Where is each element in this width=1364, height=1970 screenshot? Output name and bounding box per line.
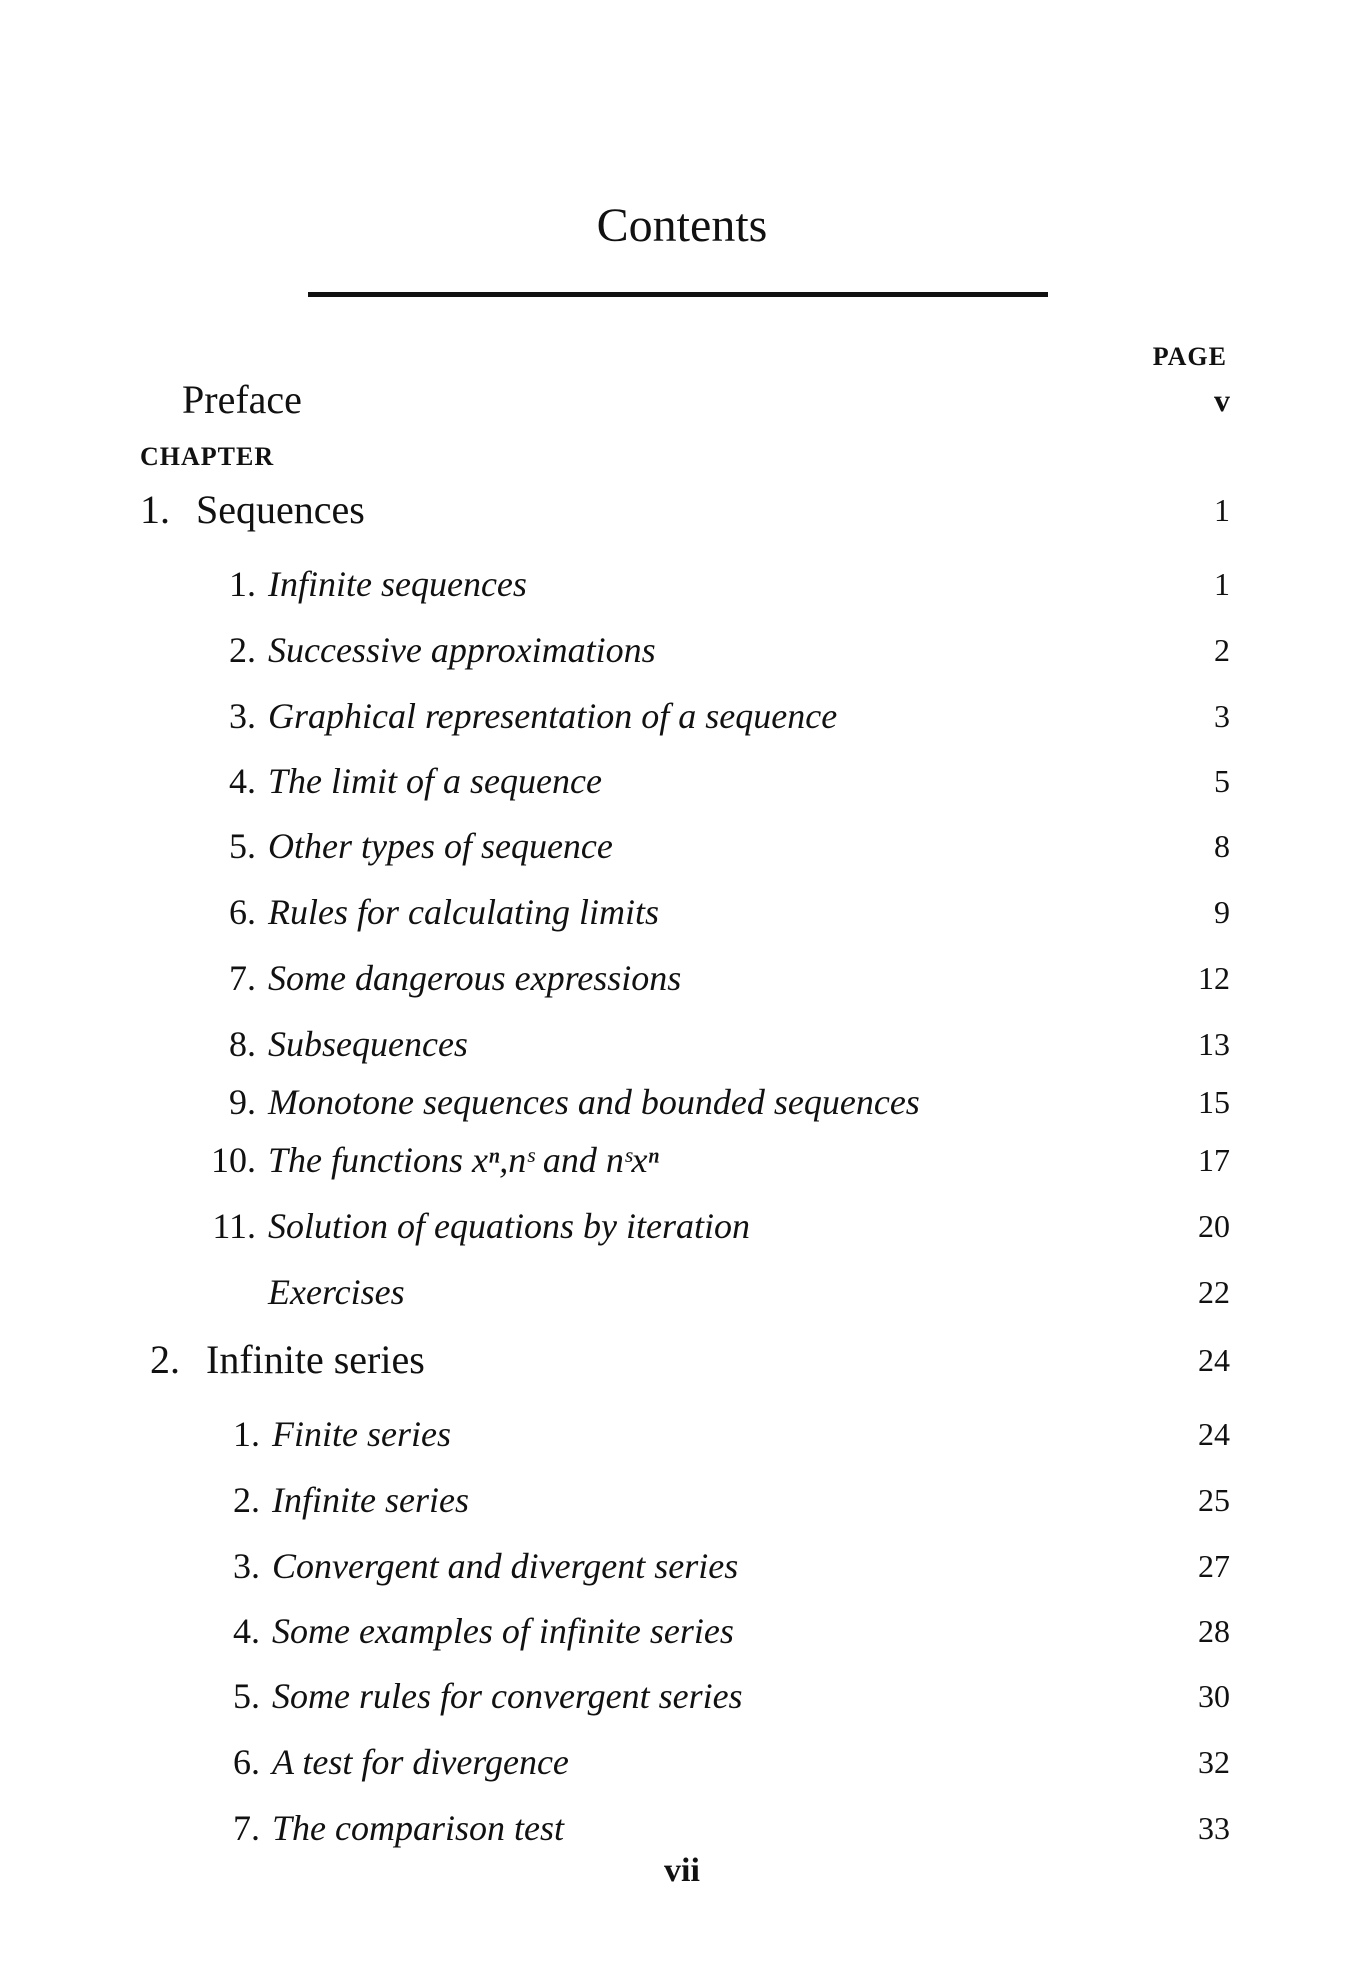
- section-title: Successive approximations: [268, 630, 656, 670]
- entry-page: 1: [1214, 492, 1230, 528]
- section-number: 3.: [229, 696, 256, 736]
- toc-section[interactable]: [0, 1474, 1364, 1534]
- section-number: 11.: [212, 1206, 256, 1246]
- section-title: Infinite sequences: [268, 564, 527, 604]
- section-title: Solution of equations by iteration: [268, 1206, 750, 1246]
- chapter-title: Infinite series: [206, 1337, 425, 1382]
- section-number: 2.: [229, 630, 256, 670]
- toc-chapter-2[interactable]: [0, 1332, 1364, 1392]
- entry-page: 25: [1198, 1482, 1230, 1518]
- toc-section[interactable]: [0, 1408, 1364, 1468]
- section-title: A test for divergence: [272, 1742, 569, 1782]
- section-title: Convergent and divergent series: [272, 1546, 739, 1586]
- chapter-number: 1.: [140, 487, 170, 532]
- entry-page: 1: [1214, 566, 1230, 602]
- section-number: 7.: [233, 1808, 260, 1848]
- title-rule: [308, 292, 1048, 297]
- section-title: The functions xⁿ,nˢ and nˢxⁿ: [268, 1140, 659, 1180]
- section-number: 1.: [229, 564, 256, 604]
- toc-entry-preface[interactable]: [0, 372, 1364, 432]
- entry-page: 33: [1198, 1810, 1230, 1846]
- section-number: 1.: [233, 1414, 260, 1454]
- section-title: Infinite series: [272, 1480, 469, 1520]
- section-title: Some rules for convergent series: [272, 1676, 743, 1716]
- entry-page: 17: [1198, 1142, 1230, 1178]
- entry-page: v: [1214, 382, 1230, 418]
- toc-chapter-1[interactable]: [0, 482, 1364, 542]
- entry-page: 9: [1214, 894, 1230, 930]
- toc-section-exercises[interactable]: [0, 1266, 1364, 1326]
- toc-section[interactable]: [0, 1018, 1364, 1078]
- entry-page: 22: [1198, 1274, 1230, 1310]
- section-title: Some dangerous expressions: [268, 958, 682, 998]
- toc-section[interactable]: [0, 1605, 1364, 1665]
- entry-page: 20: [1198, 1208, 1230, 1244]
- section-title: Some examples of infinite series: [272, 1611, 734, 1651]
- section-number: 4.: [233, 1611, 260, 1651]
- section-title: Other types of sequence: [268, 826, 613, 866]
- section-title: Rules for calculating limits: [268, 892, 659, 932]
- section-number: 8.: [229, 1024, 256, 1064]
- toc-section[interactable]: [0, 952, 1364, 1012]
- section-number: 7.: [229, 958, 256, 998]
- chapter-column-label: CHAPTER: [140, 442, 275, 471]
- entry-page: 32: [1198, 1744, 1230, 1780]
- section-number: 6.: [229, 892, 256, 932]
- toc-section[interactable]: [0, 820, 1364, 880]
- toc-section[interactable]: [0, 1540, 1364, 1600]
- section-number: 3.: [233, 1546, 260, 1586]
- entry-page: 3: [1214, 698, 1230, 734]
- toc-section[interactable]: [0, 1076, 1364, 1136]
- chapter-title: Sequences: [196, 487, 365, 532]
- page-title: Contents: [596, 199, 768, 252]
- entry-page: 5: [1214, 763, 1230, 799]
- section-number: 5.: [233, 1676, 260, 1716]
- chapter-number: 2.: [150, 1337, 180, 1382]
- entry-page: 28: [1198, 1613, 1230, 1649]
- page-number-footer: vii: [664, 1852, 700, 1889]
- entry-page: 12: [1198, 960, 1230, 996]
- section-number: 6.: [233, 1742, 260, 1782]
- section-title: The comparison test: [272, 1808, 564, 1848]
- entry-page: 24: [1198, 1342, 1230, 1378]
- toc-section[interactable]: [0, 1736, 1364, 1796]
- section-number: 5.: [229, 826, 256, 866]
- section-number: 10.: [211, 1140, 256, 1180]
- section-number: 2.: [233, 1480, 260, 1520]
- toc-section[interactable]: [0, 558, 1364, 618]
- toc-section[interactable]: [0, 755, 1364, 815]
- section-title: Subsequences: [268, 1024, 468, 1064]
- section-title: Finite series: [272, 1414, 451, 1454]
- entry-title: Preface: [182, 377, 302, 422]
- section-title: The limit of a sequence: [268, 761, 602, 801]
- entry-page: 8: [1214, 828, 1230, 864]
- entry-page: 15: [1198, 1084, 1230, 1120]
- section-title: Monotone sequences and bounded sequences: [268, 1082, 920, 1122]
- toc-section[interactable]: [0, 624, 1364, 684]
- entry-page: 27: [1198, 1548, 1230, 1584]
- entry-page: 2: [1214, 632, 1230, 668]
- section-number: 9.: [229, 1082, 256, 1122]
- toc-section[interactable]: [0, 886, 1364, 946]
- toc-section[interactable]: [0, 1670, 1364, 1730]
- toc-section[interactable]: [0, 1200, 1364, 1260]
- section-title: Graphical representation of a sequence: [268, 696, 838, 736]
- page-column-label: PAGE: [1152, 342, 1227, 371]
- entry-page: 24: [1198, 1416, 1230, 1452]
- section-title: Exercises: [268, 1272, 405, 1312]
- entry-page: 30: [1198, 1678, 1230, 1714]
- section-number: 4.: [229, 761, 256, 801]
- toc-section[interactable]: [0, 1134, 1364, 1194]
- toc-section[interactable]: [0, 690, 1364, 750]
- entry-page: 13: [1198, 1026, 1230, 1062]
